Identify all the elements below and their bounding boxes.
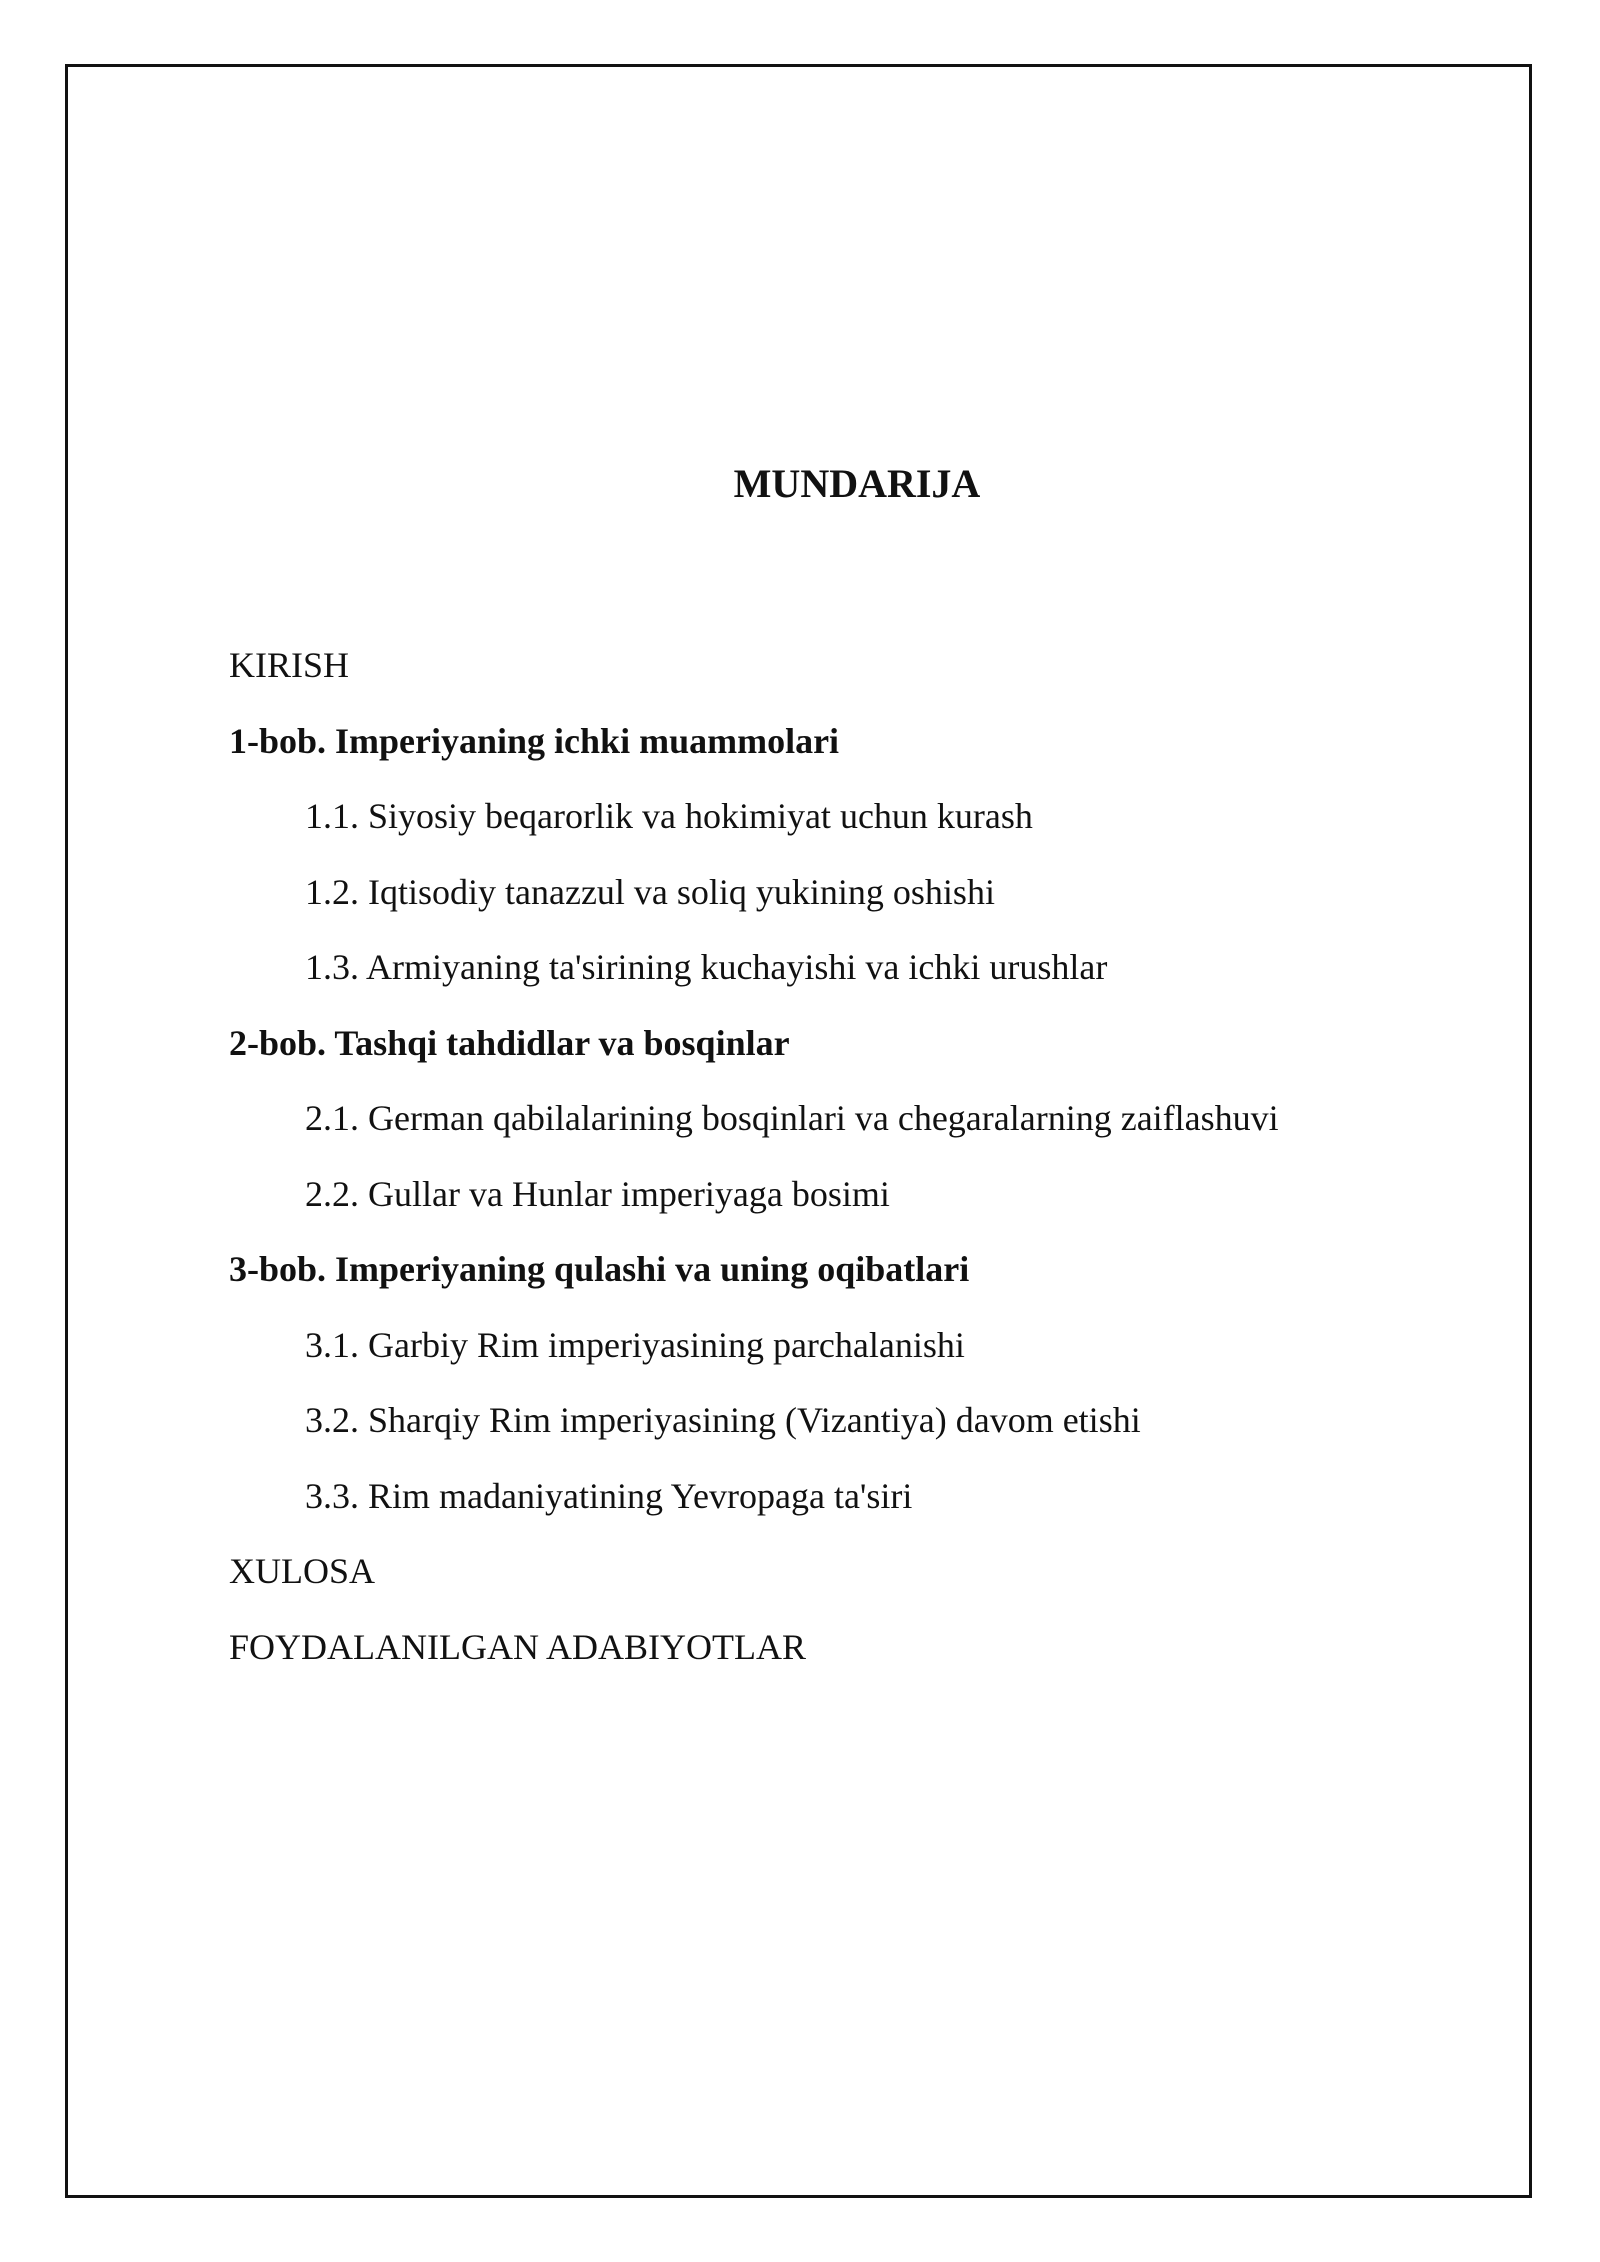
toc-section-3-3: 3.3. Rim madaniyatining Yevropaga ta'siri <box>305 1475 913 1516</box>
toc-item-conclusion: XULOSA <box>229 1551 376 1591</box>
toc-section-1-2: 1.2. Iqtisodiy tanazzul va soliq yukining oshishi <box>305 871 995 912</box>
table-of-contents <box>229 639 1479 1696</box>
toc-section-1-1: 1.1. Siyosiy beqarorlik va hokimiyat uchun kurash <box>305 796 1033 836</box>
toc-chapter-1: 1-bob. Imperiyaning ichki muammolari <box>229 720 840 761</box>
toc-section-1-3: 1.3. Armiyaning ta'sirining kuchayishi va ichki urushlar <box>305 947 1108 987</box>
toc-item-references: FOYDALANILGAN ADABIYOTLAR <box>229 1626 806 1667</box>
toc-section-2-2: 2.2. Gullar va Hunlar imperiyaga bosimi <box>305 1173 890 1214</box>
toc-item-introduction: KIRISH <box>229 645 350 685</box>
toc-section-2-1: 2.1. German qabilalarining bosqinlari va chegaralarning zaiflashuvi <box>305 1098 1279 1138</box>
toc-section-3-2: 3.2. Sharqiy Rim imperiyasining (Vizantiya) davom etishi <box>305 1400 1141 1440</box>
page-title: MUNDARIJA <box>733 461 981 506</box>
toc-chapter-2: 2-bob. Tashqi tahdidlar va bosqinlar <box>229 1022 790 1063</box>
toc-chapter-3: 3-bob. Imperiyaning qulashi va uning oqibatlari <box>229 1249 970 1289</box>
toc-section-3-1: 3.1. Garbiy Rim imperiyasining parchalanishi <box>305 1324 965 1365</box>
